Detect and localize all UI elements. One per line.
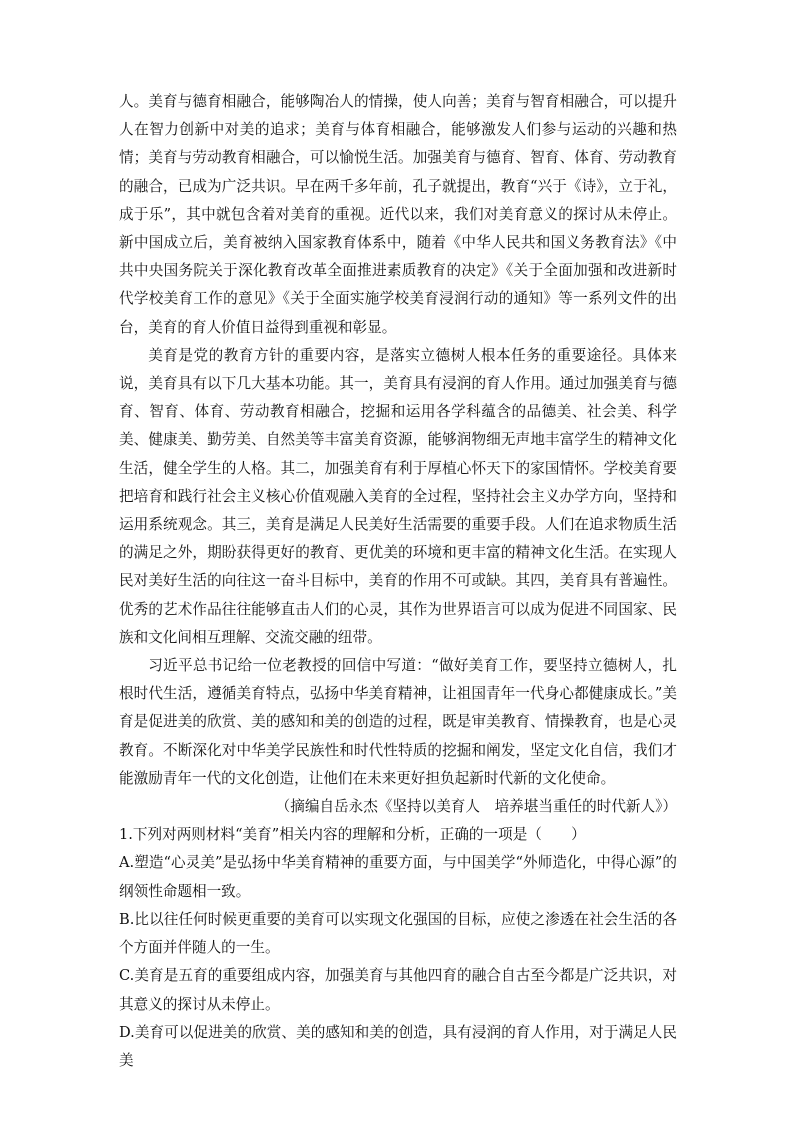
option-b: B.比以往任何时候更重要的美育可以实现文化强国的目标，应使之渗透在社会生活的各个方面并伴随人的一生。 xyxy=(119,910,677,957)
article-paragraph-2: 美育是党的教育方针的重要内容，是落实立德树人根本任务的重要途径。具体来说，美育具有以下几大基本功能。其一，美育具有浸润的育人作用。通过加强美育与德育、智育、体育、劳动教育相融合，挖掘和运用各学科蕴含的品德美、社会美、科学美、健康美、勤劳美、自然美等丰富美育资源，能够润物细无声地丰富学生的精神文化生活，健全学生的人格。其二，加强美育有利于厚植心怀天下的家国情怀。学校美育要把培育和践行社会主义核心价值观融入美育的全过程，坚持社会主义办学方向，坚持和运用系统观念。其三，美育是满足人民美好生活需要的重要手段。人们在追求物质生活的满足之外，期盼获得更好的教育、更优美的环境和更丰富的精神文化生活。在实现人民对美好生活的向往这一奋斗目标中，美育的作用不可或缺。其四，美育具有普遍性。优秀的艺术作品往往能够直击人们的心灵，其作为世界语言可以成为促进不同国家、民族和文化间相互理解、交流交融的纽带。 xyxy=(119,346,677,646)
option-d: D.美育可以促进美的欣赏、美的感知和美的创造，具有浸润的育人作用，对于满足人民美 xyxy=(119,1023,677,1069)
article-source: （摘编自岳永杰《坚持以美育人 培养堪当重任的时代新人》） xyxy=(275,798,677,816)
option-c: C.美育是五育的重要组成内容，加强美育与其他四育的融合自古至今都是广泛共识，对其意义的探讨从未停止。 xyxy=(119,967,677,1013)
document-page xyxy=(119,88,677,1075)
option-a: A.塑造“心灵美”是弘扬中华美育精神的重要方面，与中国美学“外师造化，中得心源”的纲领性命题相一致。 xyxy=(119,854,677,900)
article-paragraph-3: 习近平总书记给一位老教授的回信中写道：“做好美育工作，要坚持立德树人，扎根时代生活，遵循美育特点，弘扬中华美育精神，让祖国青年一代身心都健康成长。”美育是促进美的欣赏、美的感知和美的创造的过程，既是审美教育、情操教育，也是心灵教育。不断深化对中华美学民族性和时代性特质的挖掘和阐发，坚定文化自信，我们才能激励青年一代的文化创造，让他们在未来更好担负起新时代新的文化使命。 xyxy=(119,657,677,787)
article-paragraph-1: 人。美育与德育相融合，能够陶冶人的情操，使人向善；美育与智育相融合，可以提升人在智力创新中对美的追求；美育与体育相融合，能够激发人们参与运动的兴趣和热情；美育与劳动教育相融合，可以愉悦生活。加强美育与德育、智育、体育、劳动教育的融合，已成为广泛共识。早在两千多年前，孔子就提出，教育“兴于《诗》，立于礼，成于乐”，其中就包含着对美育的重视。近代以来，我们对美育意义的探讨从未停止。新中国成立后，美育被纳入国家教育体系中，随着《中华人民共和国义务教育法》《中共中央国务院关于深化教育改革全面推进素质教育的决定》《关于全面加强和改进新时代学校美育工作的意见》《关于全面实施学校美育浸润行动的通知》等一系列文件的出台，美育的育人价值日益得到重视和彰显。 xyxy=(119,93,677,336)
question-stem: 1.下列对两则材料“美育”相关内容的理解和分析，正确的一项是（ ） xyxy=(119,826,586,844)
